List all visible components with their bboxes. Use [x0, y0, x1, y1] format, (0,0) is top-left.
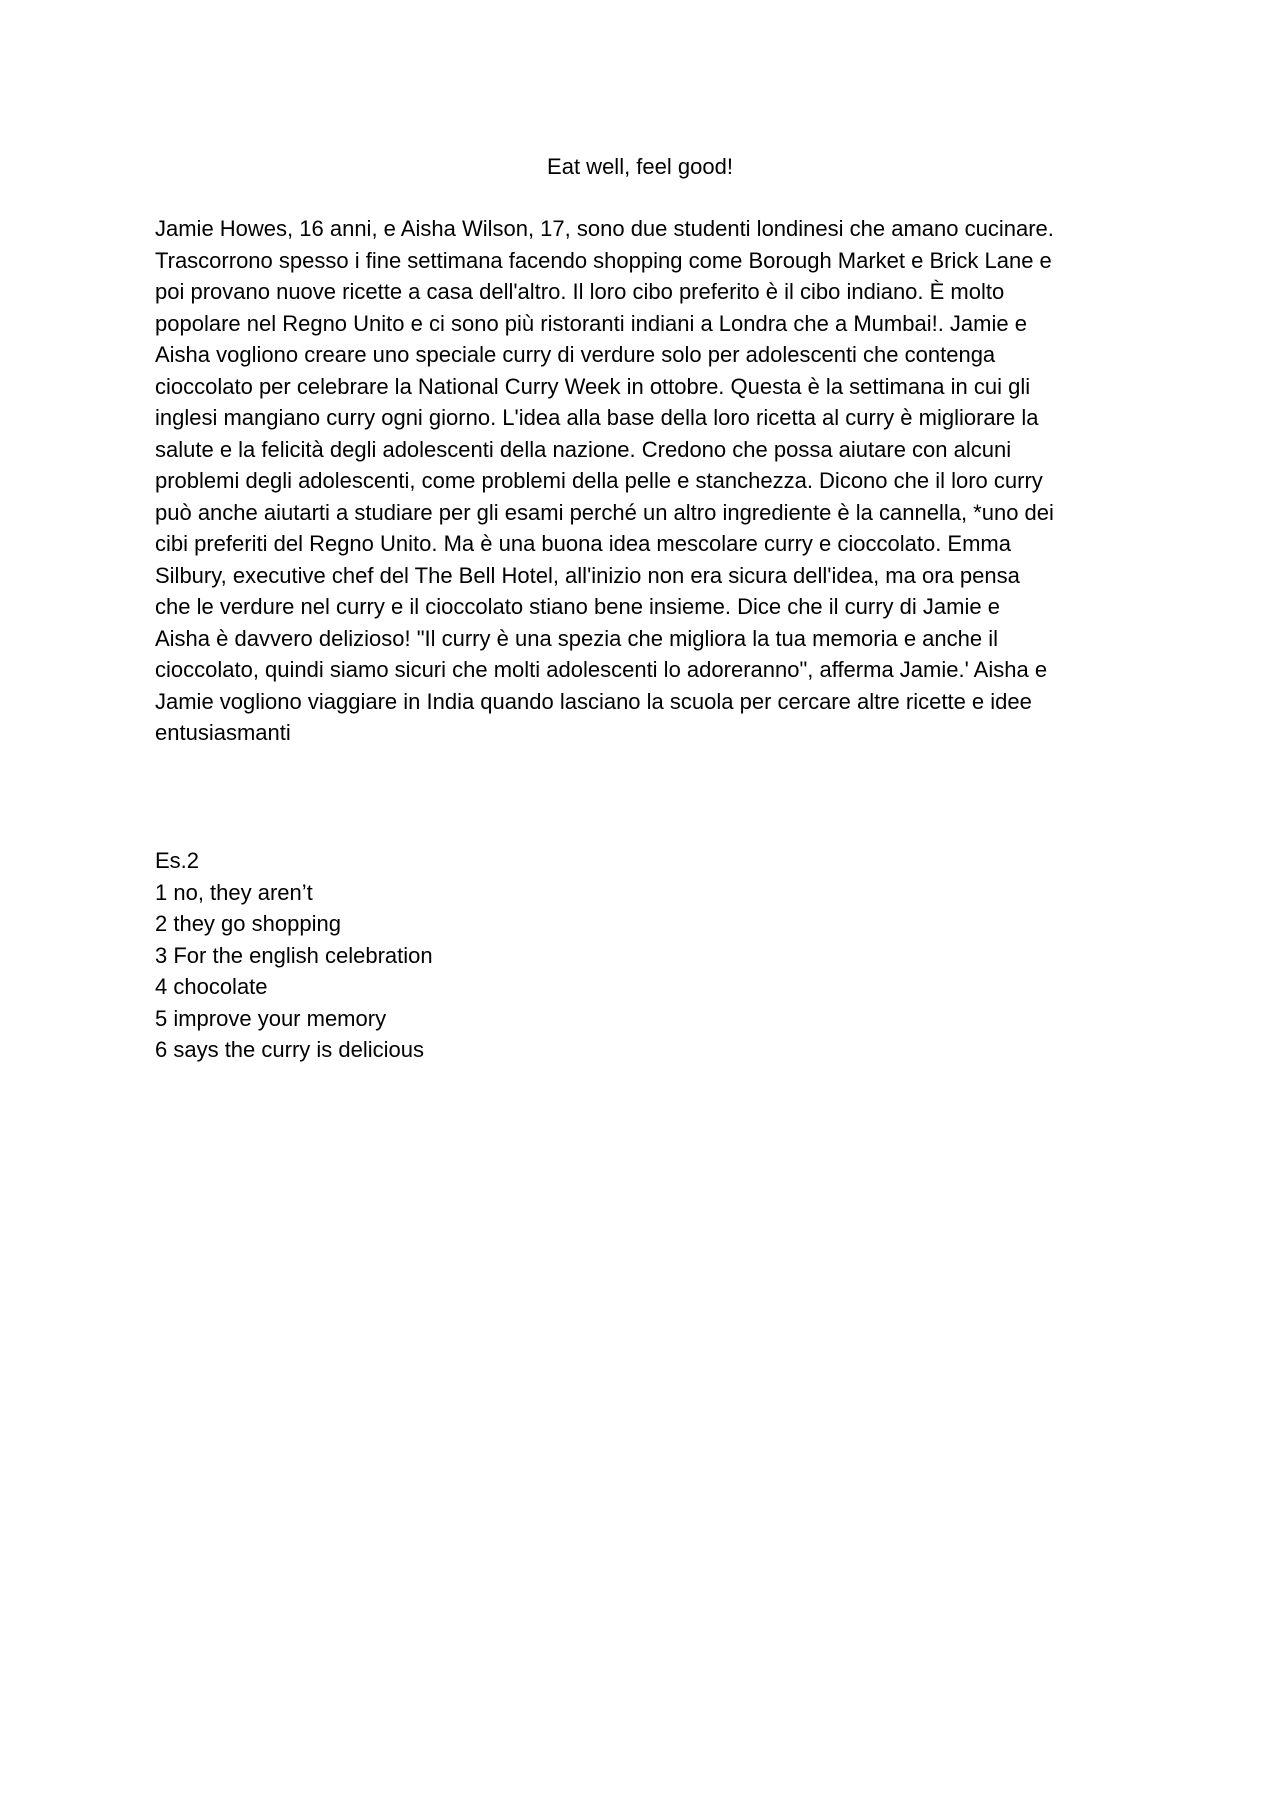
paragraph-line: Aisha è davvero delizioso! "Il curry è una spezia che migliora la tua memoria e anche il	[155, 625, 999, 651]
paragraph-line: entusiasmanti	[155, 720, 291, 745]
paragraph-line: problemi degli adolescenti, come problemi della pelle e stanchezza. Dicono che il loro curry	[155, 468, 1043, 493]
answer-item: 2 they go shopping	[155, 911, 341, 936]
paragraph-line: cibi preferiti del Regno Unito. Ma è una buona idea mescolare curry e cioccolato. Emma	[155, 531, 1011, 556]
answer-item: 3 For the english celebration	[155, 942, 433, 968]
exercise-heading: Es.2	[155, 848, 200, 873]
document-title: Eat well, feel good!	[547, 154, 733, 179]
paragraph-line: Jamie Howes, 16 anni, e Aisha Wilson, 17, sono due studenti londinesi che amano cucinare.	[155, 216, 1054, 241]
paragraph-line: salute e la felicità degli adolescenti della nazione. Credono che possa aiutare con alcuni	[155, 436, 1012, 462]
exercise-section	[155, 845, 755, 1066]
paragraph-line: che le verdure nel curry e il cioccolato stiano bene insieme. Dice che il curry di Jamie e	[155, 594, 1000, 619]
answer-item: 4 chocolate	[155, 974, 268, 999]
paragraph-line: Jamie vogliono viaggiare in India quando lasciano la scuola per cercare altre ricette e idee	[155, 688, 1032, 714]
paragraph-line: inglesi mangiano curry ogni giorno. L'idea alla base della loro ricetta al curry è migliorare la	[155, 405, 1039, 430]
paragraph-line: cioccolato per celebrare la National Curry Week in ottobre. Questa è la settimana in cui gli	[155, 373, 1031, 399]
answer-item: 1 no, they aren’t	[155, 879, 313, 905]
paragraph-line: può anche aiutarti a studiare per gli esami perché un altro ingrediente è la cannella, *uno dei	[155, 499, 1054, 525]
paragraph-line: Aisha vogliono creare uno speciale curry di verdure solo per adolescenti che contenga	[155, 342, 996, 367]
paragraph-line: Trascorrono spesso i fine settimana facendo shopping come Borough Market e Brick Lane e	[155, 247, 1052, 273]
answer-list	[155, 877, 755, 1066]
body-paragraph	[155, 213, 1130, 749]
answer-item: 5 improve your memory	[155, 1005, 387, 1031]
paragraph-line: popolare nel Regno Unito e ci sono più ristoranti indiani a Londra che a Mumbai!. Jamie e	[155, 310, 1027, 336]
paragraph-line: Silbury, executive chef del The Bell Hotel, all'inizio non era sicura dell'idea, ma ora pensa	[155, 562, 1020, 588]
answer-item: 6 says the curry is delicious	[155, 1037, 424, 1062]
paragraph-line: cioccolato, quindi siamo sicuri che molti adolescenti lo adoreranno", afferma Jamie.' Aisha e	[155, 657, 1048, 682]
paragraph-line: poi provano nuove ricette a casa dell'altro. Il loro cibo preferito è il cibo indiano. È molto	[155, 279, 1005, 304]
